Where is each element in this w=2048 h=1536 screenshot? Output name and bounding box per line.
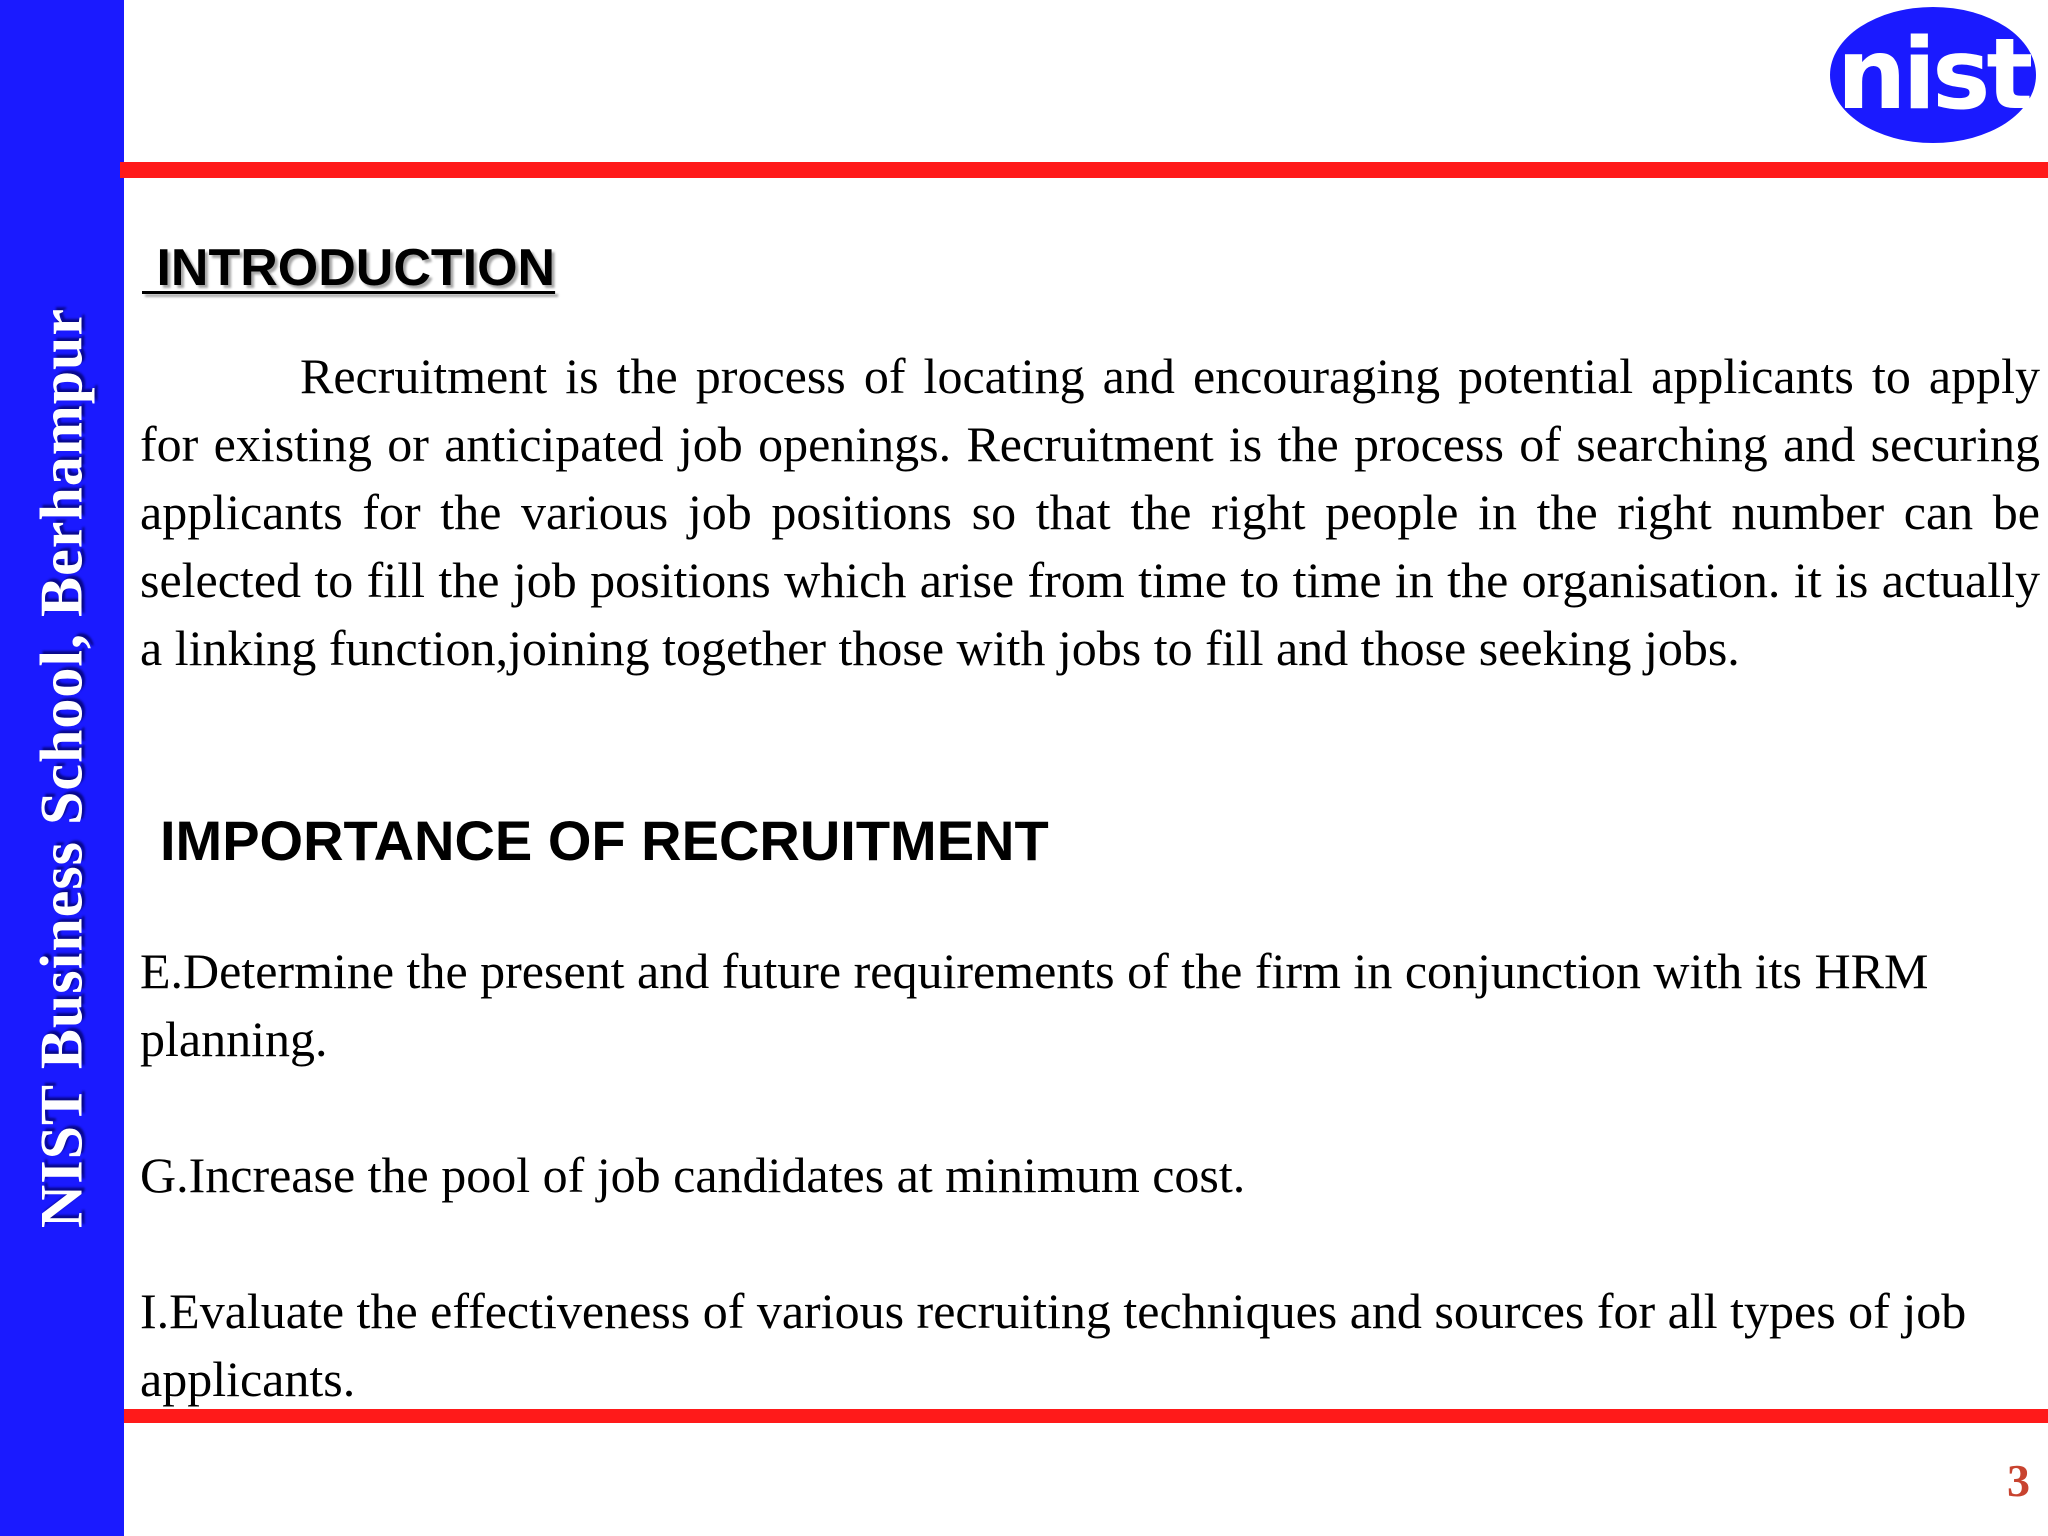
page-number: 3 (2007, 1455, 2030, 1506)
importance-heading: IMPORTANCE OF RECRUITMENT (160, 809, 1049, 872)
importance-point: E.Determine the present and future requirements of the firm in conjunction with its HRM planning. (140, 943, 1929, 1067)
bottom-divider (124, 1409, 2048, 1423)
school-name-vertical: NIST Business School, Berhampur (28, 307, 95, 1229)
side-bar (0, 0, 124, 1536)
importance-point: I.Evaluate the effectiveness of various recruiting techniques and sources for all types of job applicants. (140, 1283, 1967, 1407)
top-divider (120, 162, 2048, 178)
nist-logo-text: nist (1836, 18, 2030, 132)
introduction-paragraph: Recruitment is the process of locating and encouraging potential applicants to apply for existing or anticipated job openings. Recruitment is the process of searching and securing applicants for the various job positions so that the right people in the right number can be selected to fill the job positions which arise from time to time in the organisation. it is actually a linking function,joining together those with jobs to fill and those seeking jobs. (140, 348, 2040, 676)
nist-logo (1828, 4, 2038, 146)
introduction-heading: INTRODUCTION (142, 239, 556, 297)
importance-point: G.Increase the pool of job candidates at minimum cost. (140, 1147, 1246, 1203)
